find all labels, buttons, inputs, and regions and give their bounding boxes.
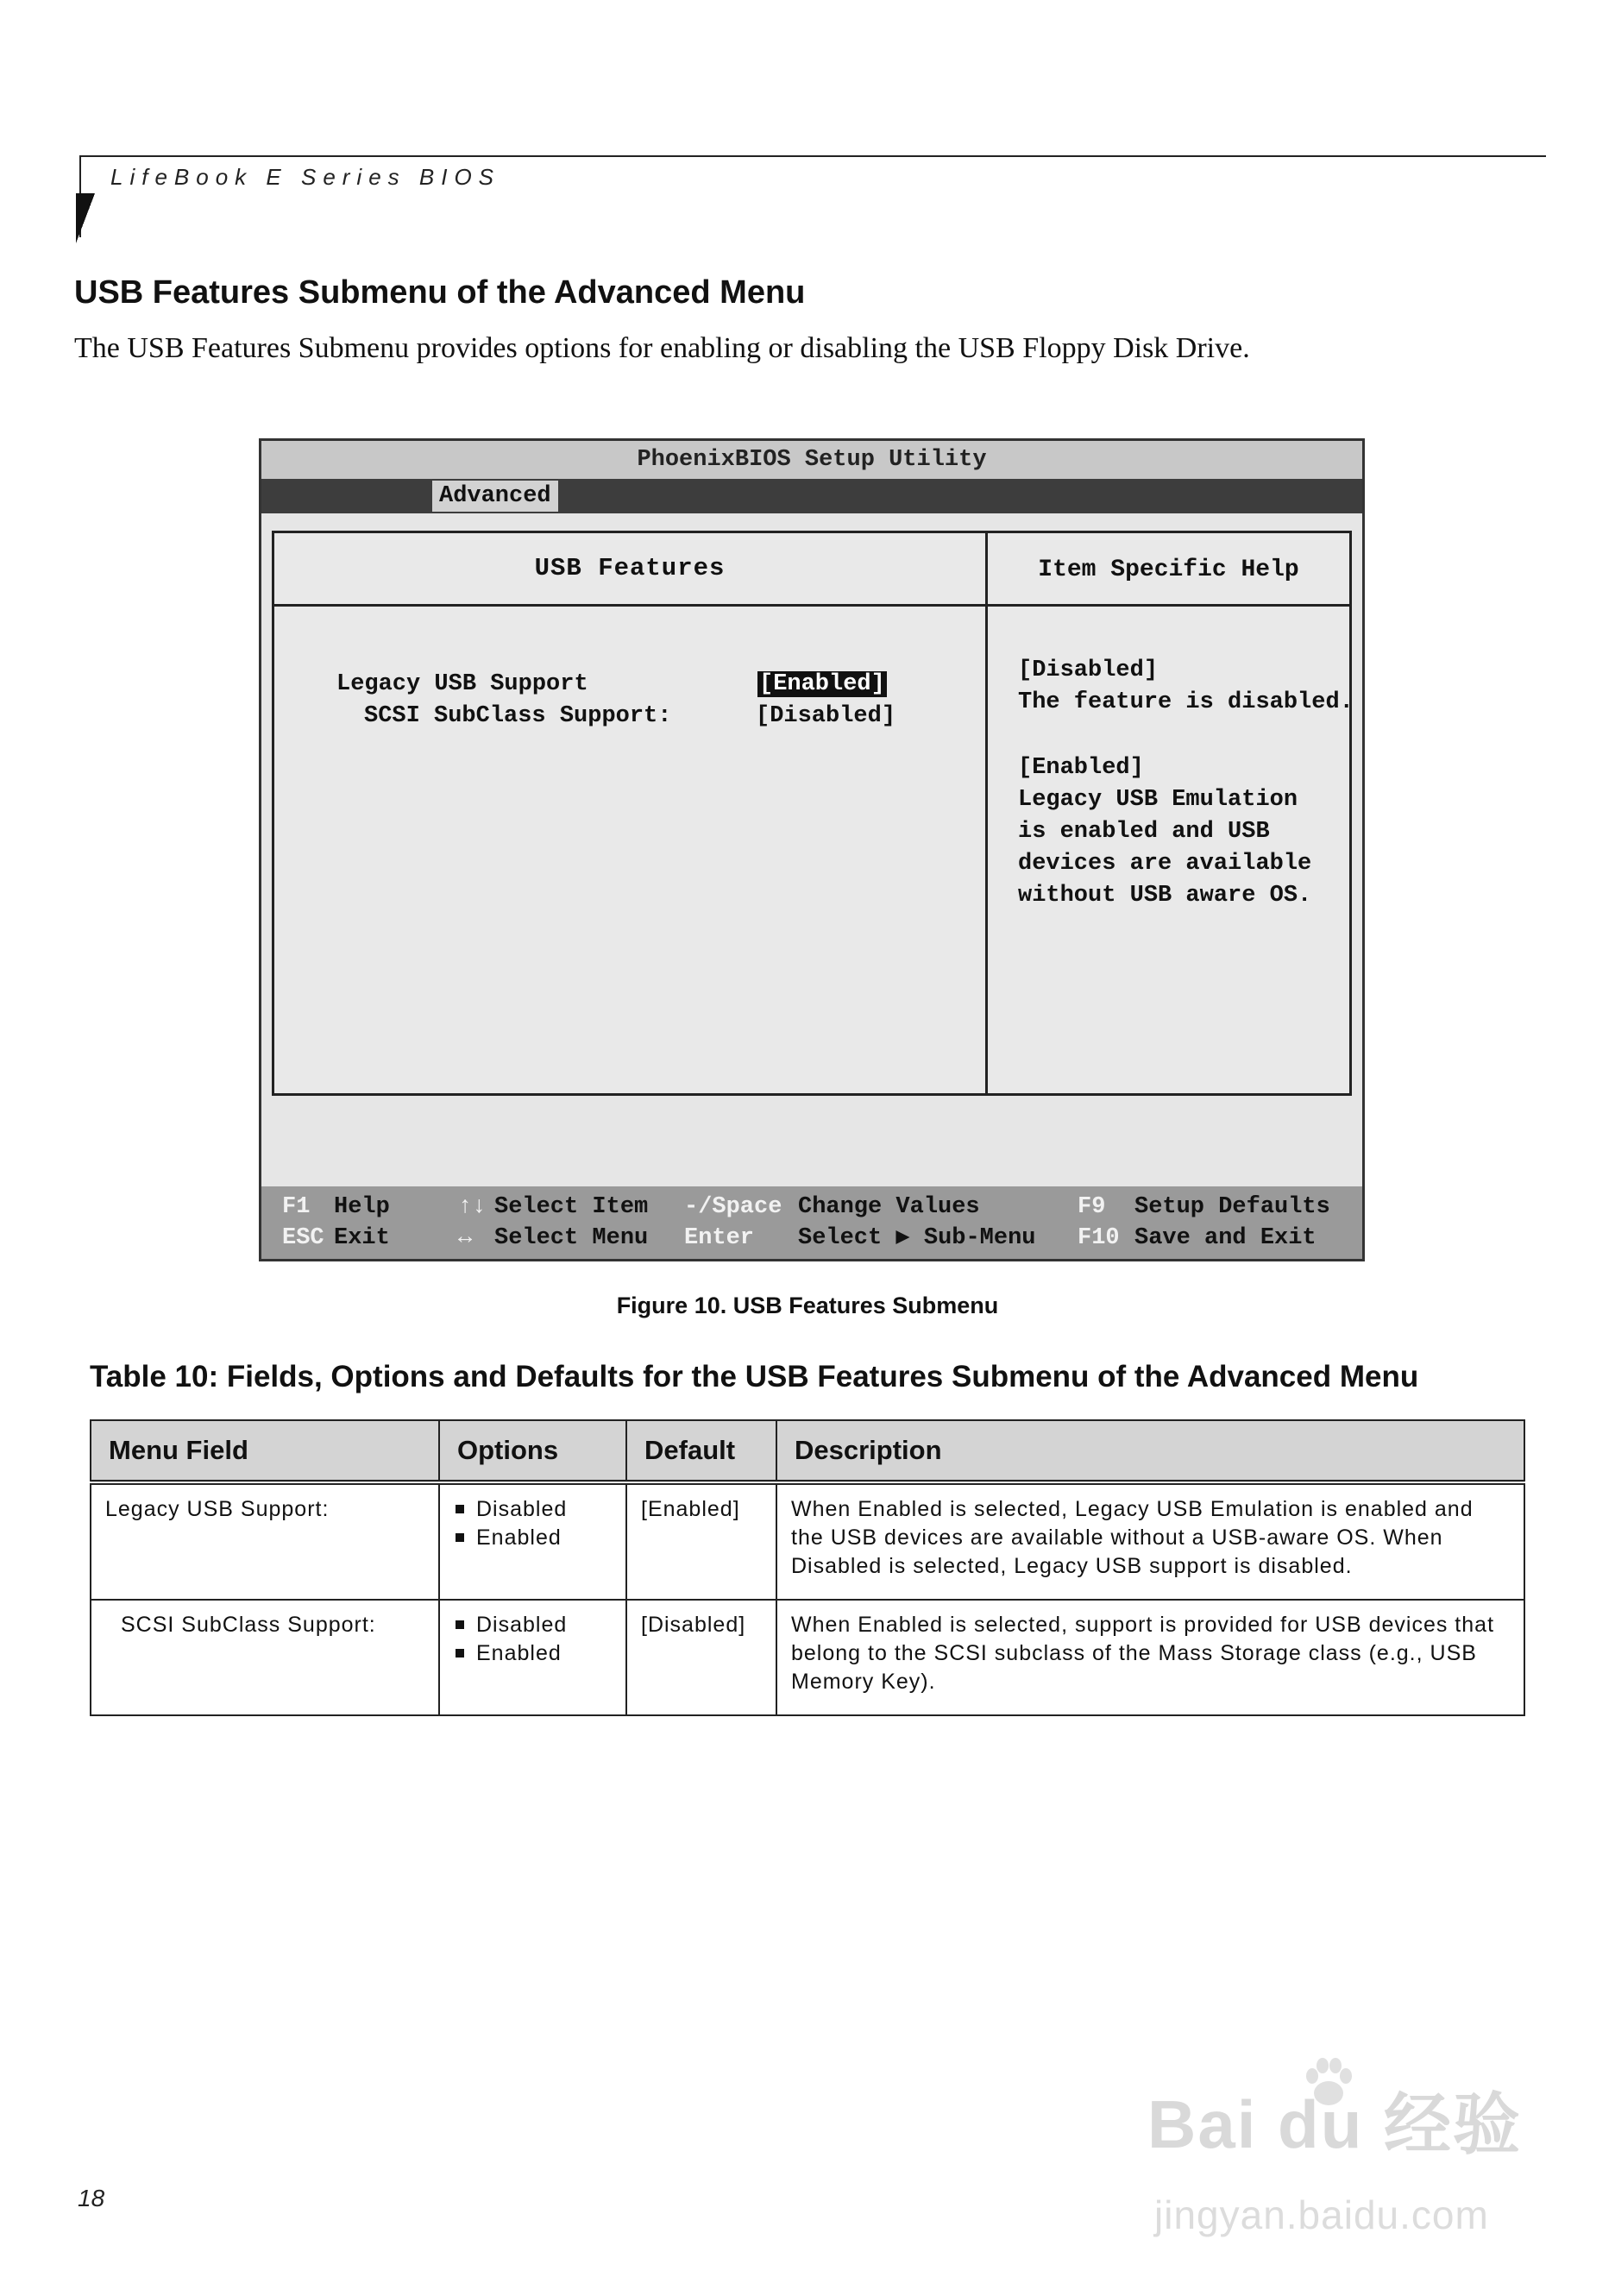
panel-title: USB Features [534,554,726,582]
field-scsi-subclass-label[interactable]: SCSI SubClass Support: [364,703,672,729]
option-item: Enabled [454,1524,612,1552]
key-esc-action: Exit [334,1225,390,1251]
table-row [91,1600,1524,1715]
help-line: [Disabled] [1018,657,1159,683]
field-scsi-subclass-value[interactable]: [Disabled] [756,703,896,729]
key-f1-action: Help [334,1194,390,1220]
header-rule [79,155,1546,157]
help-title: Item Specific Help [1038,557,1299,583]
header-wedge [76,193,95,243]
help-line: without USB aware OS. [1018,883,1312,909]
key-save-exit-action: Save and Exit [1134,1225,1317,1251]
bios-key-legend [261,1186,1362,1259]
key-select-menu-action: Select Menu [494,1225,649,1251]
cell-default: [Enabled] [626,1482,776,1600]
cell-options [439,1600,626,1715]
table-row [91,1482,1524,1600]
cell-description: When Enabled is selected, support is provided for USB devices that belong to the SCSI subclass of the Mass Storage class (e.g., USB Memory Key). [776,1600,1524,1715]
key-select-item-action: Select Item [494,1194,649,1220]
option-item: Disabled [454,1611,612,1639]
col-header-default: Default [626,1420,776,1482]
watermark-url: jingyan.baidu.com [1154,2192,1489,2237]
key-select-submenu-action: Select ▶ Sub-Menu [798,1225,1036,1251]
help-line: is enabled and USB [1018,819,1270,845]
option-item: Enabled [454,1639,612,1668]
help-line: The feature is disabled. [1018,689,1354,715]
help-line: [Enabled] [1018,755,1144,781]
figure-caption: Figure 10. USB Features Submenu [616,1293,999,1318]
cell-default: [Disabled] [626,1600,776,1715]
section-title: USB Features Submenu of the Advanced Menu [74,274,806,311]
cell-description: When Enabled is selected, Legacy USB Emulation is enabled and the USB devices are available without a USB-aware OS. When Disabled is selected, Legacy USB support is disabled. [776,1482,1524,1600]
table-header-row [91,1420,1524,1482]
option-item: Disabled [454,1495,612,1524]
key-esc[interactable]: ESC [282,1225,324,1251]
watermark-brand: Bai du 经验 [1147,2086,1523,2162]
key-setup-defaults-action: Setup Defaults [1134,1194,1330,1220]
key-f1[interactable]: F1 [282,1194,311,1220]
page-number: 18 [78,2185,105,2211]
help-line: Legacy USB Emulation [1018,787,1298,813]
tab-advanced[interactable]: Advanced [432,481,558,512]
field-legacy-usb-support-label[interactable]: Legacy USB Support [336,671,588,697]
running-header: LifeBook E Series BIOS [110,164,501,190]
panel-vertical-divider [985,533,988,1093]
key-f10[interactable]: F10 [1078,1225,1120,1251]
bios-screen [259,438,1365,1261]
panel-header-divider [274,604,1349,607]
cell-options [439,1482,626,1600]
bios-title: PhoenixBIOS Setup Utility [261,441,1362,479]
col-header-description: Description [776,1420,1524,1482]
field-legacy-usb-support-value[interactable]: [Enabled] [759,671,885,697]
bios-menubar [261,479,1362,513]
table-title: Table 10: Fields, Options and Defaults for the USB Features Submenu of the Advanced Menu [90,1360,1419,1393]
cell-menu-field: SCSI SubClass Support: [91,1600,439,1715]
bios-main-panel [272,531,1352,1096]
section-intro: The USB Features Submenu provides options for enabling or disabling the USB Floppy Disk Drive. [74,332,1250,364]
key-minus-space[interactable]: -/Space [684,1194,782,1220]
cell-menu-field: Legacy USB Support: [91,1482,439,1600]
key-change-values-action: Change Values [798,1194,980,1220]
arrow-left-right-icon[interactable]: ↔ [458,1225,473,1251]
key-f9[interactable]: F9 [1078,1194,1106,1220]
col-header-options: Options [439,1420,626,1482]
arrow-up-down-icon[interactable]: ↑↓ [458,1194,487,1220]
col-header-menu-field: Menu Field [91,1420,439,1482]
options-table [90,1419,1525,1716]
help-line: devices are available [1018,851,1312,877]
key-enter[interactable]: Enter [684,1225,755,1251]
